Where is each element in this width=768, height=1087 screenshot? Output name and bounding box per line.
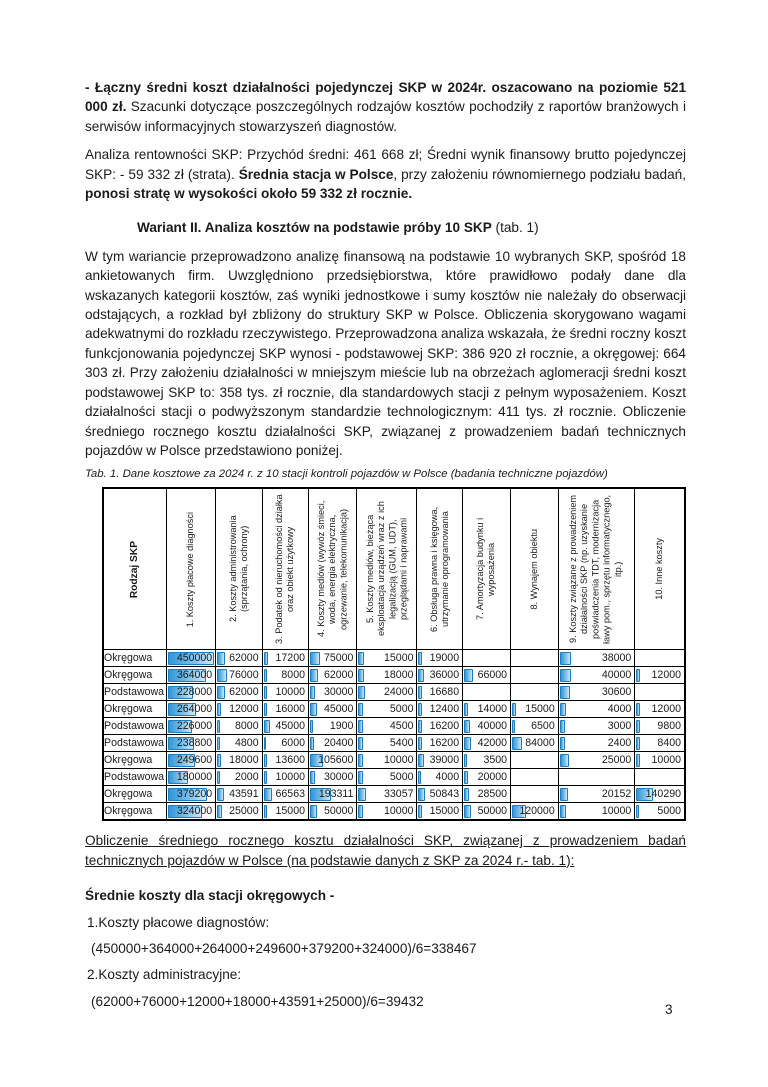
row-type-cell: Okręgowa (103, 752, 166, 769)
paragraph-profitability (85, 145, 686, 203)
cost-table-wrapper (102, 487, 686, 821)
column-header-10: 10. Inne koszty (635, 488, 685, 650)
cell-value: 8400 (657, 737, 681, 750)
value-cell (262, 752, 308, 769)
value-cell (216, 786, 262, 803)
cell-value: 10000 (275, 771, 305, 784)
cell-value: 5000 (389, 703, 414, 716)
value-cell (417, 667, 463, 684)
value-cell (308, 786, 356, 803)
table-row (103, 769, 685, 786)
table-row (103, 650, 685, 667)
value-cell (558, 786, 635, 803)
table-caption: Tab. 1. Dane kosztowe za 2024 r. z 10 stacji kontroli pojazdów w Polsce (badania techniczne pojazdów) (85, 468, 608, 481)
value-cell (635, 752, 685, 769)
cell-value: 364000 (176, 669, 213, 682)
value-cell (511, 786, 559, 803)
value-cell (308, 650, 356, 667)
cell-value: 5400 (389, 737, 414, 750)
column-header-6: 6. Obsługa prawna i księgowa, utrzymanie oprogramowania (417, 488, 463, 650)
cell-value: 5000 (389, 771, 414, 784)
cell-value: 20000 (477, 771, 508, 784)
total-cost-rest-text: Szacunki dotyczące poszczególnych rodzajów kosztów pochodziły z raportów branżowych i serwisów informacyjnych stowarzyszeń diagnostów. (85, 99, 686, 134)
cell-value: 18000 (229, 754, 259, 767)
section-heading-bold: Wariant II. Analiza kosztów na podstawie próby 10 SKP (137, 220, 492, 236)
value-cell (262, 684, 308, 701)
value-cell (262, 735, 308, 752)
cell-value: 15000 (429, 805, 460, 818)
cell-value: 226000 (176, 720, 213, 733)
value-cell (463, 769, 511, 786)
cell-value: 42000 (477, 737, 508, 750)
value-cell (262, 667, 308, 684)
cell-value: 50000 (323, 805, 354, 818)
row-type-cell: Okręgowa (103, 786, 166, 803)
cell-value: 62000 (229, 652, 259, 665)
value-cell (463, 701, 511, 718)
cost-table (102, 487, 686, 821)
value-cell (558, 701, 635, 718)
value-cell (558, 718, 635, 735)
avg-station-bold-text: Średnia stacja w Polsce (238, 166, 394, 182)
value-cell (216, 667, 262, 684)
cell-value: 10000 (601, 805, 632, 818)
value-cell (417, 803, 463, 821)
section-heading-suffix: (tab. 1) (491, 220, 539, 236)
profitability-text: Analiza rentowności SKP: Przychód średni: 461 668 zł; Średni wynik finansowy brutto pojedynczej SKP: - 59 332 zł (strata). (85, 147, 686, 182)
cell-value: 38000 (601, 652, 632, 665)
value-cell (463, 752, 511, 769)
value-cell (357, 769, 417, 786)
column-header-rodzaj-skp: Rodzaj SKP (103, 488, 166, 650)
cell-value: 4500 (389, 720, 414, 733)
cell-value: 8000 (281, 669, 305, 682)
value-cell (463, 786, 511, 803)
value-cell (308, 667, 356, 684)
item-1-label: 1.Koszty płacowe diagnostów: (87, 914, 270, 930)
value-cell (558, 684, 635, 701)
cell-value: 193311 (318, 788, 354, 801)
cell-value: 1900 (329, 720, 354, 733)
value-cell (511, 684, 559, 701)
value-cell (511, 701, 559, 718)
table-header-row (103, 488, 685, 650)
cell-value: 25000 (229, 805, 259, 818)
value-cell (357, 718, 417, 735)
cell-value: 4800 (235, 737, 259, 750)
value-cell (166, 803, 215, 821)
value-cell (262, 786, 308, 803)
value-cell (558, 667, 635, 684)
row-type-cell: Okręgowa (103, 650, 166, 667)
value-cell (635, 786, 685, 803)
value-cell (166, 650, 215, 667)
cell-value: 238800 (176, 737, 213, 750)
value-cell (262, 701, 308, 718)
value-cell (262, 718, 308, 735)
value-cell (417, 752, 463, 769)
cell-value: 76000 (229, 669, 259, 682)
cell-value: 16200 (429, 720, 460, 733)
value-cell (635, 650, 685, 667)
value-cell (308, 701, 356, 718)
item-1-formula: (450000+364000+264000+249600+379200+324000)/6=338467 (91, 940, 477, 956)
value-cell (463, 735, 511, 752)
cell-value: 12400 (429, 703, 460, 716)
paragraph-calculation-intro: Obliczenie średniego rocznego kosztu działalności SKP, związanej z prowadzeniem badań technicznych pojazdów w Polsce (na podstawie danych z SKP za 2024 r.- tab. 1): (85, 833, 686, 868)
table-row (103, 786, 685, 803)
value-cell (262, 769, 308, 786)
cell-value: 17200 (275, 652, 305, 665)
value-cell (166, 786, 215, 803)
cell-value: 15000 (384, 652, 414, 665)
cell-value: 180000 (176, 771, 213, 784)
table-row (103, 684, 685, 701)
value-cell (635, 769, 685, 786)
row-type-cell: Podstawowa (103, 769, 166, 786)
value-cell (216, 650, 262, 667)
value-cell (262, 803, 308, 821)
column-header-1: 1. Koszty płacowe diagności (166, 488, 215, 650)
cell-value: 20400 (323, 737, 354, 750)
value-cell (635, 803, 685, 821)
cell-value: 36000 (429, 669, 460, 682)
value-cell (357, 803, 417, 821)
cell-value: 10000 (384, 754, 414, 767)
cell-value: 33057 (384, 788, 414, 801)
value-cell (463, 803, 511, 821)
column-header-2: 2. Koszty administrowania (sprzątania, ochrony) (216, 488, 262, 650)
avg-costs-heading: Średnie koszty dla stacji okręgowych - (85, 888, 335, 904)
cell-value: 120000 (519, 805, 555, 818)
cell-value: 50843 (429, 788, 460, 801)
value-cell (216, 769, 262, 786)
cell-value: 3500 (483, 754, 508, 767)
value-cell (357, 650, 417, 667)
value-cell (463, 718, 511, 735)
cell-value: 43591 (229, 788, 259, 801)
value-cell (216, 752, 262, 769)
value-cell (357, 701, 417, 718)
cell-value: 9800 (657, 720, 681, 733)
cell-value: 324000 (176, 805, 213, 818)
cell-value: 2000 (235, 771, 259, 784)
cell-value: 13600 (275, 754, 305, 767)
value-cell (417, 684, 463, 701)
cell-value: 20152 (601, 788, 632, 801)
value-cell (357, 786, 417, 803)
cell-value: 105600 (318, 754, 354, 767)
column-header-4: 4. Koszty mediów (wywóz śmieci, woda, energia elektryczna, ogrzewanie, telekomunikacja) (308, 488, 356, 650)
value-cell (308, 735, 356, 752)
value-cell (558, 803, 635, 821)
cell-value: 28500 (477, 788, 508, 801)
cell-value: 6000 (281, 737, 305, 750)
total-cost-bold-text: - Łączny średni koszt działalności pojedynczej SKP w 2024r. oszacowano na poziomie 521 000 zł. (85, 80, 686, 115)
table-row (103, 752, 685, 769)
section-heading (137, 218, 686, 237)
value-cell (357, 752, 417, 769)
value-cell (511, 769, 559, 786)
value-cell (308, 752, 356, 769)
cell-value: 30000 (323, 686, 354, 699)
column-header-9: 9. Koszty związane z prowadzeniem działalności SKP (np. uzyskanie poświadczenia TDT, modernizacja ławy pom., sprzętu informatycznego, itp.) (558, 488, 635, 650)
cell-value: 10000 (384, 805, 414, 818)
value-cell (635, 667, 685, 684)
value-cell (308, 718, 356, 735)
cell-value: 50000 (477, 805, 508, 818)
cell-value: 40000 (601, 669, 632, 682)
cell-value: 14000 (477, 703, 508, 716)
profitability-mid-text: , przy założeniu równomiernego podziału badań, (393, 166, 686, 182)
table-row (103, 701, 685, 718)
cell-value: 84000 (525, 737, 555, 750)
value-cell (262, 650, 308, 667)
cell-value: 45000 (275, 720, 305, 733)
table-row (103, 735, 685, 752)
page-content (85, 70, 686, 1011)
cell-value: 140290 (645, 788, 681, 801)
cell-value: 40000 (477, 720, 508, 733)
cell-value: 18000 (384, 669, 414, 682)
paragraph-total-cost (85, 78, 686, 136)
cell-value: 5000 (657, 805, 681, 818)
value-cell (216, 735, 262, 752)
value-cell (511, 735, 559, 752)
value-cell (558, 735, 635, 752)
value-cell (511, 752, 559, 769)
value-cell (166, 718, 215, 735)
value-cell (635, 735, 685, 752)
cell-value: 249600 (176, 754, 213, 767)
value-cell (635, 701, 685, 718)
cell-value: 2400 (607, 737, 632, 750)
cell-value: 16200 (429, 737, 460, 750)
column-header-7: 7. Amortyzacja budynku i wyposażenia (463, 488, 511, 650)
value-cell (417, 769, 463, 786)
value-cell (216, 684, 262, 701)
column-header-3: 3. Podatek od nieruchomości działka oraz obiekt użytkowy (262, 488, 308, 650)
cell-value: 10000 (651, 754, 681, 767)
value-cell (166, 752, 215, 769)
row-type-cell: Podstawowa (103, 684, 166, 701)
value-cell (417, 786, 463, 803)
cell-value: 6500 (531, 720, 555, 733)
value-cell (166, 735, 215, 752)
value-cell (166, 667, 215, 684)
value-cell (558, 650, 635, 667)
cell-value: 39000 (429, 754, 460, 767)
value-cell (357, 684, 417, 701)
value-cell (511, 667, 559, 684)
row-type-cell: Podstawowa (103, 735, 166, 752)
value-cell (511, 718, 559, 735)
value-cell (417, 650, 463, 667)
value-cell (308, 684, 356, 701)
value-cell (417, 735, 463, 752)
value-cell (558, 752, 635, 769)
column-header-8: 8. Wynajem obiektu (511, 488, 559, 650)
cell-value: 66000 (477, 669, 508, 682)
cell-value: 12000 (229, 703, 259, 716)
cell-value: 10000 (275, 686, 305, 699)
value-cell (166, 701, 215, 718)
row-type-cell: Podstawowa (103, 718, 166, 735)
table-row (103, 667, 685, 684)
cell-value: 30000 (323, 771, 354, 784)
value-cell (308, 769, 356, 786)
cell-value: 15000 (275, 805, 305, 818)
value-cell (635, 718, 685, 735)
value-cell (216, 718, 262, 735)
row-type-cell: Okręgowa (103, 803, 166, 821)
value-cell (357, 735, 417, 752)
column-header-5: 5. Koszty mediów, bieżąca eksploatacja urządzeń wraz z ich legalizacją (GUM, UDT), przeglądami i naprawami (357, 488, 417, 650)
value-cell (166, 769, 215, 786)
item-2-label: 2.Koszty administracyjne: (87, 967, 242, 983)
cell-value: 8000 (235, 720, 259, 733)
paragraph-variant2-analysis: W tym wariancie przeprowadzono analizę finansową na podstawie 10 wybranych SKP, spośród 18 ankietowanych firm. Uwzględniono przedsiębiorstwa, które prawidłowo podały dane dla wskazanych kategorii kosztów, zaś wyniki jednostkowe i sumy kosztów nie należały do obserwacji odstających, a rozkład był zbliżony do struktury SKP w Polsce. Obliczenia skorygowano wagami adekwatnymi do rozkładu rzeczywistego. Przeprowadzona analiza wskazała, że średni roczny koszt funkcjonowania pojedynczej SKP wynosi - podstawowej SKP: 386 920 zł rocznie, a okręgowej: 664 303 zł. Przy założeniu działalności w mniejszym mieście lub na obrzeżach aglomeracji średni koszt podstawowej SKP to: 358 tys. zł rocznie, dla standardowych stacji z pełnym wyposażeniem. Koszt działalności stacji o podwyższonym standardzie technologicznym: 411 tys. zł rocznie. Obliczenie średniego rocznego kosztu działalności SKP, związanej z prowadzeniem badań technicznych pojazdów w Polsce przedstawiono poniżej. (85, 248, 686, 458)
value-cell (558, 769, 635, 786)
value-cell (511, 650, 559, 667)
cell-value: 62000 (323, 669, 354, 682)
cell-value: 66563 (275, 788, 305, 801)
table-row (103, 803, 685, 821)
cell-value: 25000 (601, 754, 632, 767)
cell-value: 3000 (607, 720, 632, 733)
row-type-cell: Okręgowa (103, 701, 166, 718)
cell-value: 24000 (384, 686, 414, 699)
cell-value: 4000 (435, 771, 460, 784)
cell-value: 228000 (176, 686, 213, 699)
value-cell (166, 684, 215, 701)
cell-value: 45000 (323, 703, 354, 716)
cell-value: 16000 (275, 703, 305, 716)
cell-value: 450000 (176, 652, 213, 665)
value-cell (357, 667, 417, 684)
cell-value: 75000 (323, 652, 354, 665)
cell-value: 15000 (525, 703, 555, 716)
table-row (103, 718, 685, 735)
cell-value: 12000 (651, 703, 681, 716)
value-cell (417, 718, 463, 735)
value-cell (216, 701, 262, 718)
row-type-cell: Okręgowa (103, 667, 166, 684)
value-cell (463, 684, 511, 701)
cell-value: 379200 (176, 788, 213, 801)
cell-value: 30600 (601, 686, 632, 699)
value-cell (308, 803, 356, 821)
cell-value: 19000 (429, 652, 460, 665)
value-cell (216, 803, 262, 821)
item-2-formula: (62000+76000+12000+18000+43591+25000)/6=39432 (91, 993, 424, 1009)
value-cell (463, 667, 511, 684)
value-cell (463, 650, 511, 667)
cell-value: 16680 (429, 686, 460, 699)
cell-value: 12000 (651, 669, 681, 682)
value-cell (417, 701, 463, 718)
cell-value: 264000 (176, 703, 213, 716)
loss-bold-text: ponosi stratę w wysokości około 59 332 zł rocznie. (85, 186, 413, 202)
cell-value: 62000 (229, 686, 259, 699)
value-cell (511, 803, 559, 821)
page-number: 3 (665, 1002, 673, 1017)
cell-value: 4000 (607, 703, 632, 716)
value-cell (635, 684, 685, 701)
